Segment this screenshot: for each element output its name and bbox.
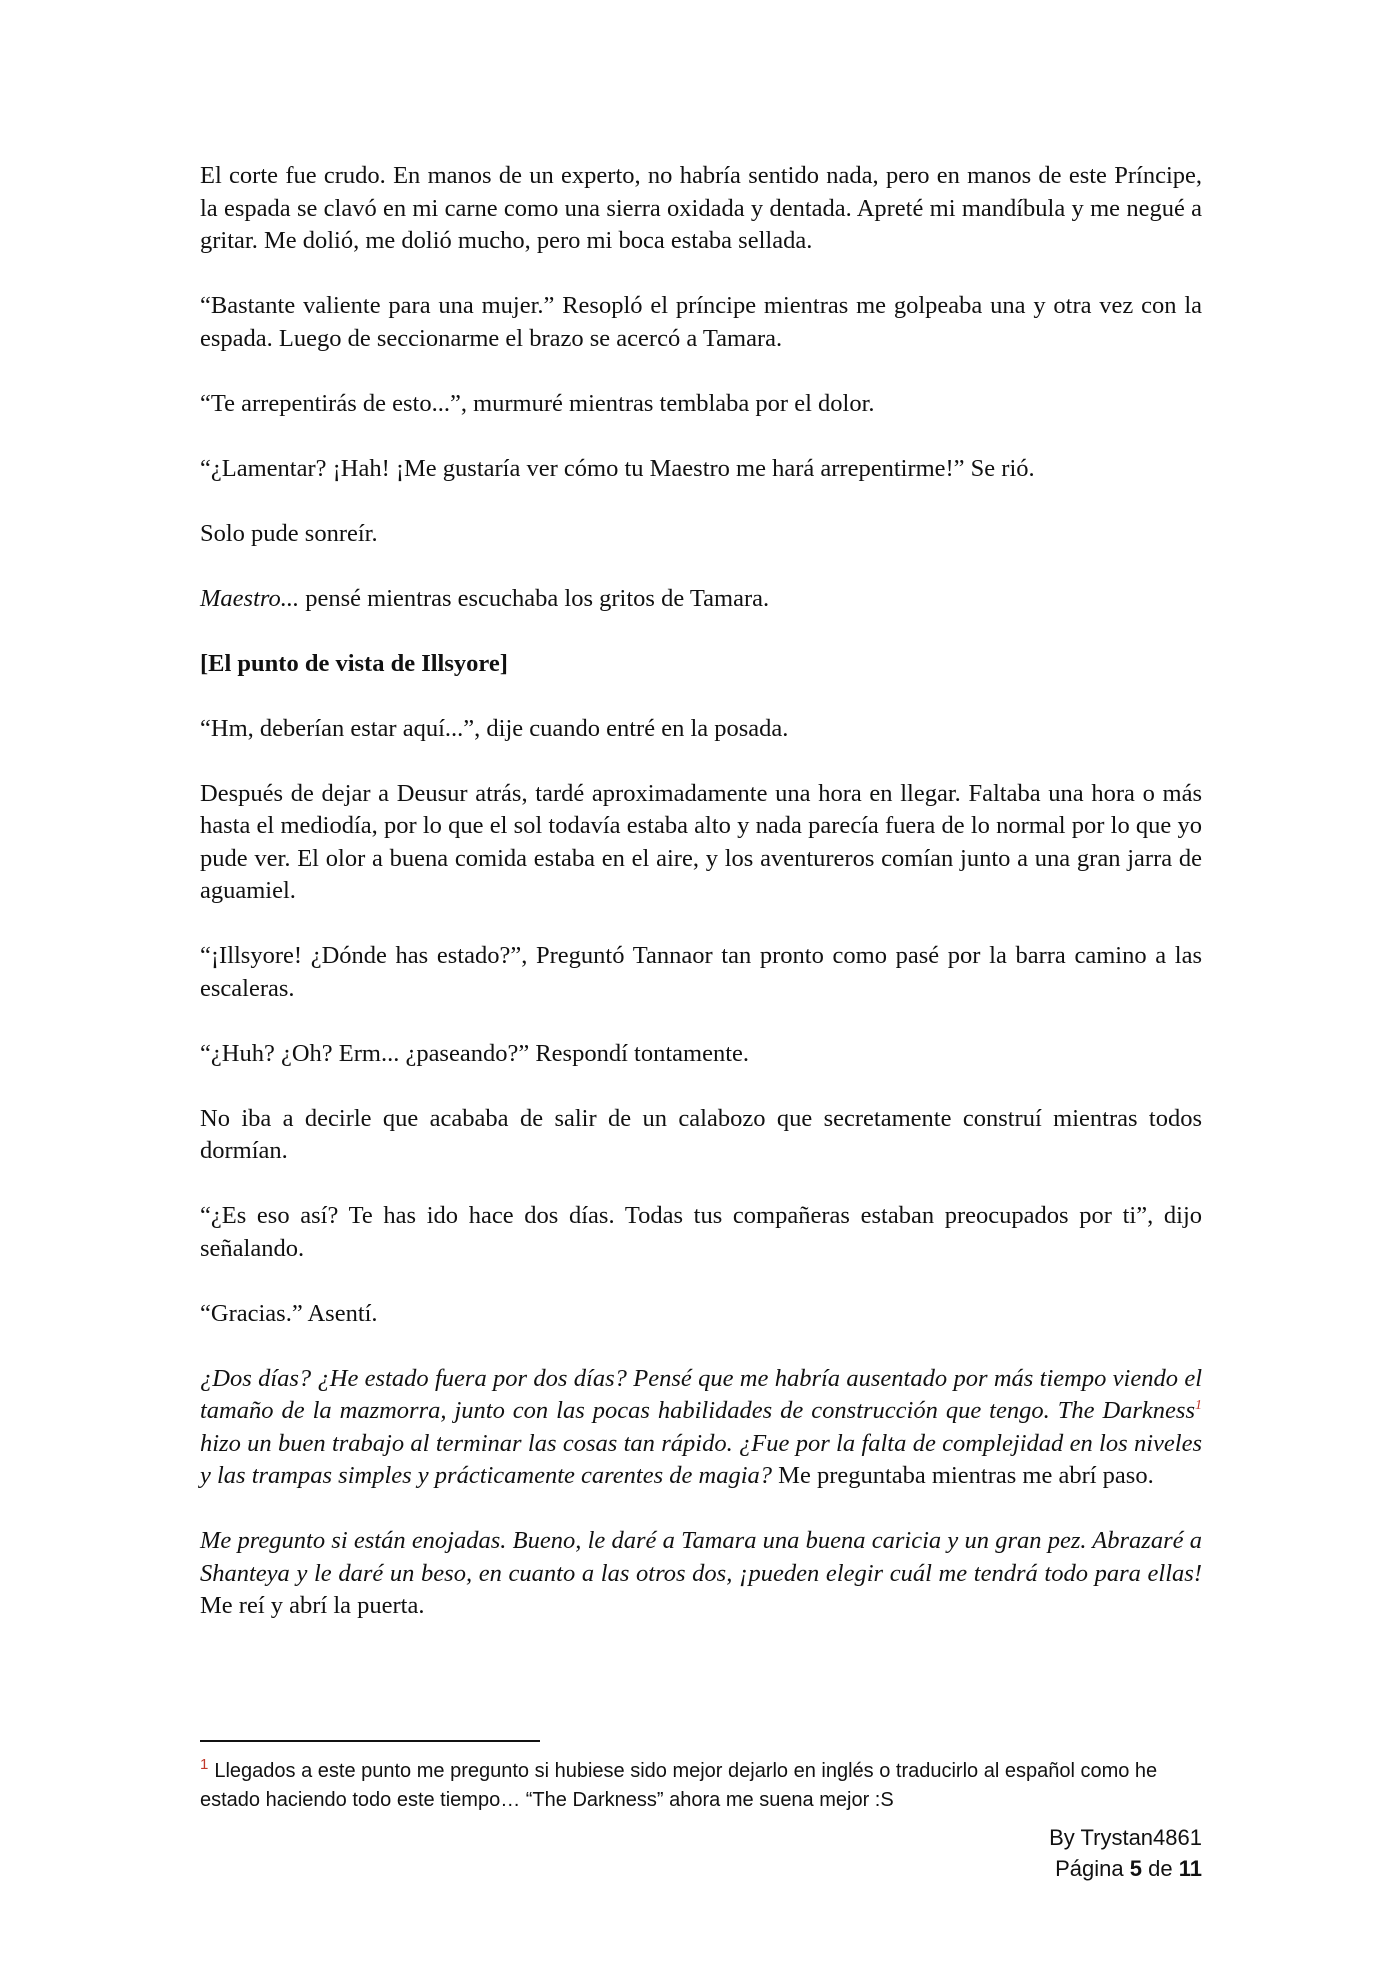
paragraph: “¿Lamentar? ¡Hah! ¡Me gustaría ver cómo tu Maestro me hará arrepentirme!” Se rió. <box>200 454 1035 482</box>
author-credit: By Trystan4861 <box>1049 1825 1202 1850</box>
of-word: de <box>1148 1856 1173 1881</box>
plain-text: Me reí y abrí la puerta. <box>200 1592 425 1619</box>
page-number <box>1049 1853 1202 1884</box>
footnote <box>200 1757 1202 1815</box>
paragraph: Solo pude sonreír. <box>200 519 378 547</box>
page-word: Página <box>1055 1856 1124 1881</box>
italic-text: Me pregunto si están enojadas. Bueno, le daré a Tamara una buena caricia y un gran pez. Abrazaré a Shanteya y le daré un beso, en cuanto a las otros dos, ¡pueden elegir cuál me tendrá todo para ellas! <box>200 1527 1202 1587</box>
paragraph <box>200 1363 1202 1493</box>
paragraph: “¿Huh? ¿Oh? Erm... ¿paseando?” Respondí tontamente. <box>200 1039 750 1067</box>
paragraph <box>200 583 1202 616</box>
total-pages: 11 <box>1178 1856 1202 1881</box>
current-page: 5 <box>1129 1856 1142 1881</box>
section-heading: [El punto de vista de Illsyore] <box>200 649 508 677</box>
page-footer <box>1049 1822 1202 1884</box>
paragraph: “Gracias.” Asentí. <box>200 1299 378 1327</box>
body-text <box>200 160 1202 1623</box>
paragraph: “Te arrepentirás de esto...”, murmuré mientras temblaba por el dolor. <box>200 389 875 417</box>
paragraph: El corte fue crudo. En manos de un experto, no habría sentido nada, pero en manos de este Príncipe, la espada se clavó en mi carne como una sierra oxidada y dentada. Apreté mi mandíbula y me negué a gritar. Me dolió, me dolió mucho, pero mi boca estaba sellada. <box>200 162 1202 254</box>
italic-text: ¿Dos días? ¿He estado fuera por dos días? Pensé que me habría ausentado por más tiempo viendo el tamaño de la mazmorra, junto con las pocas habilidades de construcción que tengo. The Darkness <box>200 1364 1202 1424</box>
paragraph: No iba a decirle que acababa de salir de un calabozo que secretamente construí mientras todos dormían. <box>200 1104 1202 1164</box>
plain-text: Me preguntaba mientras me abrí paso. <box>772 1462 1154 1489</box>
footnote-text: Llegados a este punto me pregunto si hubiese sido mejor dejarlo en inglés o traducirlo al español como he estado haciendo todo este tiempo… “The Darkness” ahora me suena mejor :S <box>200 1760 1158 1811</box>
paragraph: Después de dejar a Deusur atrás, tardé aproximadamente una hora en llegar. Faltaba una hora o más hasta el mediodía, por lo que el sol todavía estaba alto y nada parecía fuera de lo normal por lo que yo pude ver. El olor a buena comida estaba en el aire, y los aventureros comían junto a una gran jarra de aguamiel. <box>200 779 1202 904</box>
footnote-divider <box>200 1740 540 1742</box>
footnote-reference[interactable]: 1 <box>1195 1397 1202 1413</box>
italic-text: Maestro... <box>200 584 300 612</box>
paragraph: “Bastante valiente para una mujer.” Resopló el príncipe mientras me golpeaba una y otra vez con la espada. Luego de seccionarme el brazo se acercó a Tamara. <box>200 292 1202 352</box>
paragraph <box>200 1525 1202 1623</box>
footnote-number: 1 <box>200 1756 209 1774</box>
plain-text: pensé mientras escuchaba los gritos de Tamara. <box>299 584 770 612</box>
paragraph: “Hm, deberían estar aquí...”, dije cuando entré en la posada. <box>200 714 789 742</box>
paragraph: “¿Es eso así? Te has ido hace dos días. Todas tus compañeras estaban preocupados por ti”, dijo señalando. <box>200 1202 1202 1262</box>
paragraph: “¡Illsyore! ¿Dónde has estado?”, Preguntó Tannaor tan pronto como pasé por la barra camino a las escaleras. <box>200 942 1202 1002</box>
italic-text: hizo un buen trabajo al terminar las cosas tan rápido. ¿Fue por la falta de complejidad en los niveles y las trampas simples y prácticamente carentes de magia? <box>200 1429 1202 1489</box>
